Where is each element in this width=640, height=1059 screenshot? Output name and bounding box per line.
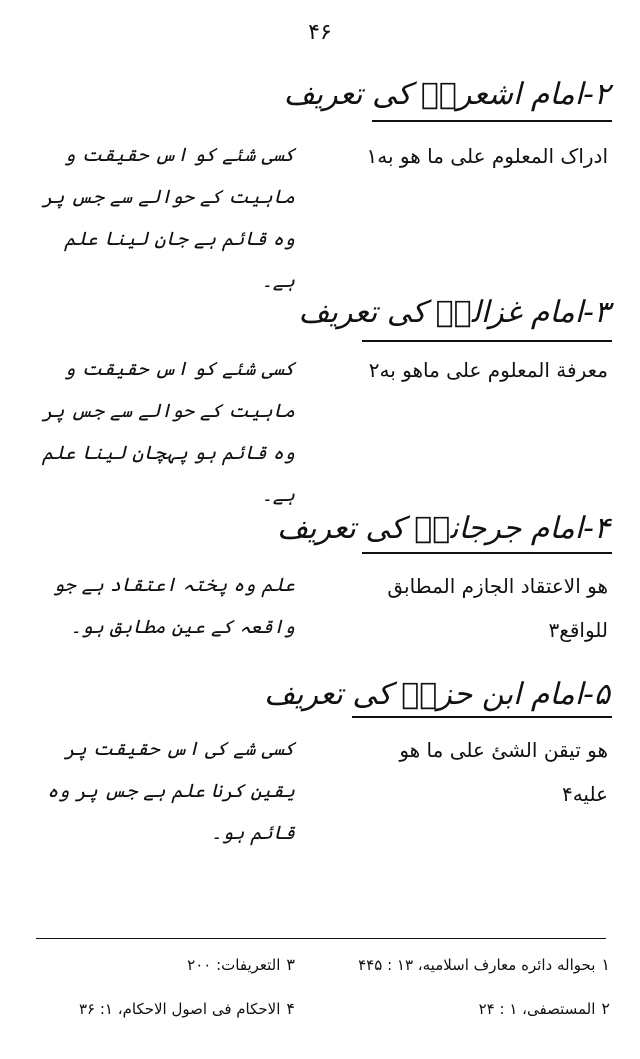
definition-section-ghazali bbox=[0, 292, 640, 506]
footnote-text: الاحکام فی اصول الاحکام، ۱: ۳۶ bbox=[78, 1000, 281, 1018]
definition-section-ashari bbox=[0, 74, 640, 304]
arabic-definition: ادراک المعلوم علی ما هو به۱ bbox=[366, 144, 608, 168]
definition-section-ibn-hazm bbox=[0, 674, 640, 854]
footnote-text: المستصفی، ۱ : ۲۴ bbox=[478, 1000, 596, 1018]
arabic-definition: معرفة المعلوم علی ماهو به۲ bbox=[368, 358, 608, 382]
footnote bbox=[79, 998, 295, 1020]
heading-underline bbox=[372, 120, 612, 122]
footnote-number: ۳ bbox=[286, 955, 295, 974]
definition-section-jurjani bbox=[0, 508, 640, 668]
footnote bbox=[358, 954, 610, 976]
footnote-number: ۴ bbox=[286, 999, 295, 1018]
footnote-text: التعریفات: ۲۰۰ bbox=[187, 956, 281, 974]
heading-underline bbox=[352, 716, 612, 718]
footnote-number: ۱ bbox=[601, 955, 610, 974]
section-heading: ۵-امام ابن حزمؒ کی تعریف bbox=[264, 677, 610, 712]
urdu-translation: علم وہ پختہ اعتقاد ہے جو واقعہ کے عین مطابق ہو۔ bbox=[53, 574, 295, 638]
page-number: ۴۶ bbox=[308, 20, 332, 45]
footnote bbox=[479, 998, 610, 1020]
section-heading: ۲-امام اشعریؒ کی تعریف bbox=[283, 77, 610, 112]
urdu-translation: کسی شے کی اس حقیقت پر یقین کرنا علم ہے جس پر وہ قائم ہو۔ bbox=[47, 738, 295, 844]
urdu-translation: کسی شئے کو اس حقیقت و ماہیت کے حوالے سے جس پر وہ قائم ہے جان لینا علم ہے۔ bbox=[42, 144, 295, 292]
arabic-definition: هو الاعتقاد الجازم المطابق للواقع۳ bbox=[387, 574, 608, 642]
section-heading: ۴-امام جرجانیؒ کی تعریف bbox=[277, 511, 610, 546]
footnote-number: ۲ bbox=[601, 999, 610, 1018]
arabic-definition: هو تیقن الشئ علی ما هو علیه۴ bbox=[399, 738, 608, 806]
footnote-divider bbox=[36, 938, 606, 939]
footnote-text: بحواله دائره معارف اسلامیه، ۱۳ : ۴۴۵ bbox=[358, 956, 596, 974]
urdu-translation: کسی شئے کو اس حقیقت و ماہیت کے حوالے سے جس پر وہ قائم ہو پہچان لینا علم ہے۔ bbox=[42, 358, 295, 506]
section-heading: ۳-امام غزالیؒ کی تعریف bbox=[298, 295, 610, 330]
heading-underline bbox=[362, 552, 612, 554]
heading-underline bbox=[362, 340, 612, 342]
footnote bbox=[187, 954, 295, 976]
